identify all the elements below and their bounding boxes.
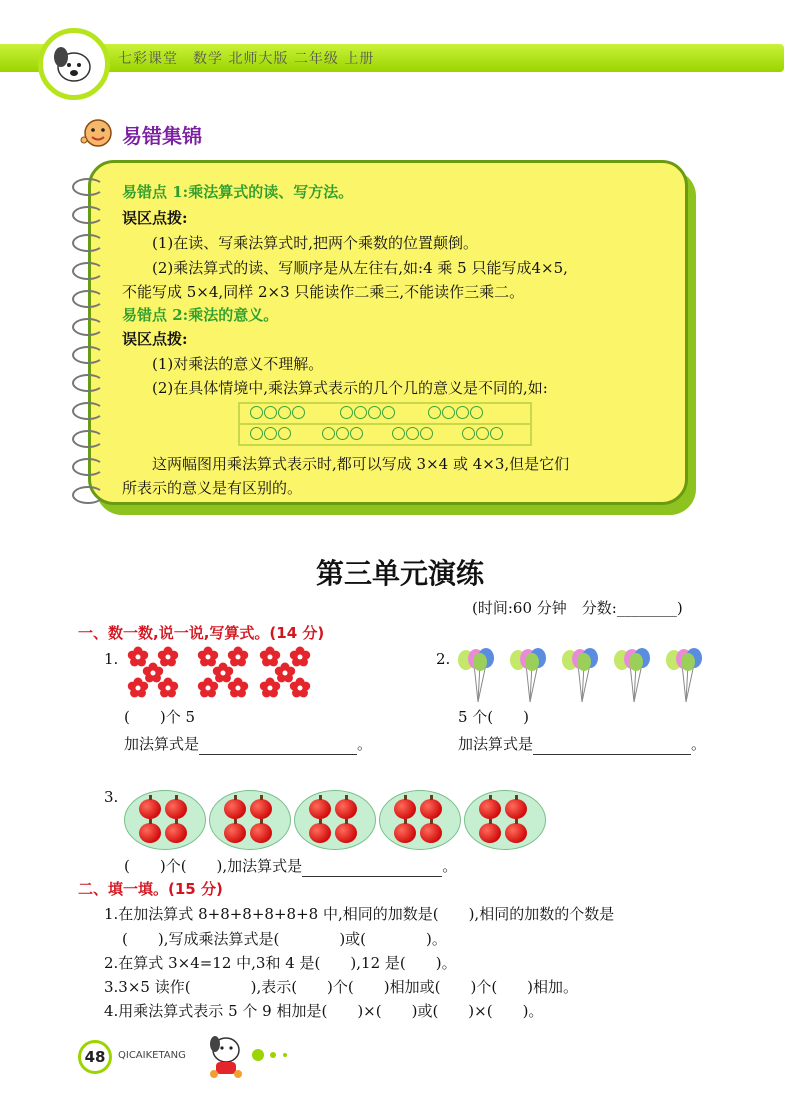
mistake-1-line2: (2)乘法算式的读、写顺序是从左往右,如:4 乘 5 只能写成4×5, [152, 259, 568, 277]
mistake-2-line2: (2)在具体情境中,乘法算式表示的几个几的意义是不同的,如: [152, 379, 548, 397]
fill-q1-line1: 1.在加法算式 8+8+8+8+8+8 中,相同的加数是( ),相同的加数的个数是 [104, 905, 615, 923]
mistake-2-title: 易错点 2:乘法的意义。 [122, 306, 279, 324]
footer-brand: QICAIKETANG [118, 1050, 186, 1061]
mistakes-title: 易错集锦 [122, 124, 202, 148]
footer-dot-medium [270, 1052, 276, 1058]
flowers-figure [124, 644, 324, 706]
time-score: (时间:60 分钟 分数:________) [472, 599, 683, 617]
part1-heading: 一、数一数,说一说,写算式。(14 分) [78, 624, 325, 642]
fill-q1-line2: ( ),写成乘法算式是( )或( )。 [122, 930, 447, 948]
mistake-2-line4: 所表示的意义是有区别的。 [122, 479, 303, 497]
q1-number: 1. [104, 650, 119, 668]
mistake-2-line3: 这两幅图用乘法算式表示时,都可以写成 3×4 或 4×3,但是它们 [152, 455, 570, 473]
q1-answer-blank[interactable] [199, 738, 357, 755]
mistake-1-title: 易错点 1:乘法算式的读、写方法。 [122, 183, 354, 201]
q3-line1: ( )个( ),加法算式是 。 [124, 857, 458, 875]
page-number: 48 [78, 1040, 112, 1074]
q3-number: 3. [104, 788, 119, 806]
unit-title: 第三单元演练 [315, 557, 484, 590]
header-text: 七彩课堂 数学 北师大版 二年级 上册 [118, 51, 375, 67]
q1-line2: 加法算式是 。 [124, 735, 373, 753]
fill-q3: 3.3×5 读作( ),表示( )个( )相加或( )个( )相加。 [104, 978, 579, 996]
part2-heading: 二、填一填。(15 分) [78, 880, 223, 898]
smiley-icon [78, 116, 116, 150]
footer-dot-small [283, 1053, 287, 1057]
circle-groups-figure [238, 402, 532, 446]
mistake-1-line3: 不能写成 5×4,同样 2×3 只能读作二乘三,不能读作三乘二。 [122, 283, 525, 301]
fill-q2: 2.在算式 3×4=12 中,3和 4 是( ),12 是( )。 [104, 954, 457, 972]
mistake-2-label: 误区点拨: [122, 330, 188, 348]
mistake-1-line1: (1)在读、写乘法算式时,把两个乘数的位置颠倒。 [152, 234, 479, 252]
q2-number: 2. [436, 650, 451, 668]
q2-answer-blank[interactable] [533, 738, 691, 755]
q3-answer-blank[interactable] [302, 860, 442, 877]
mascot-logo [38, 28, 110, 100]
fill-q4: 4.用乘法算式表示 5 个 9 相加是( )×( )或( )×( )。 [104, 1002, 544, 1020]
q2-line2: 加法算式是 。 [458, 735, 707, 753]
q1-line1: ( )个 5 [124, 708, 196, 726]
mascot-footer [204, 1032, 248, 1080]
q2-line1: 5 个( ) [458, 708, 530, 726]
footer-dot-large [252, 1049, 264, 1061]
mistake-2-line1: (1)对乘法的意义不理解。 [152, 355, 324, 373]
mistake-1-label: 误区点拨: [122, 209, 188, 227]
balloons-figure [452, 644, 714, 706]
